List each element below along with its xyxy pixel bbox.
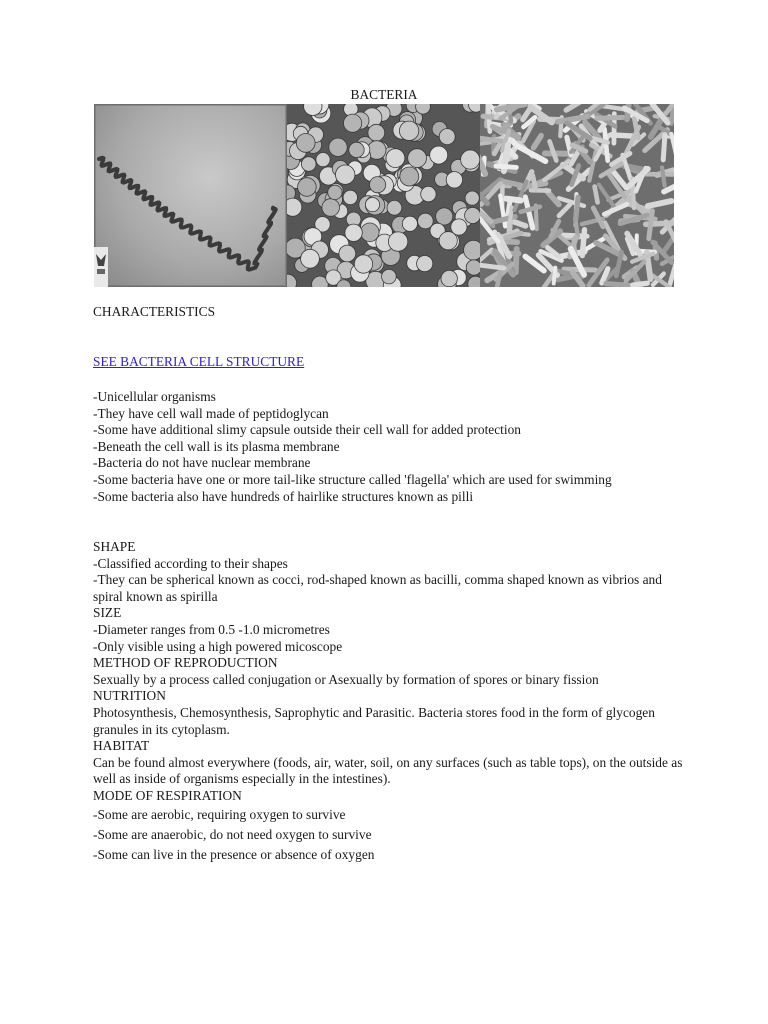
coccus-cell	[336, 165, 355, 184]
coccus-cell	[329, 138, 347, 156]
coccus-cell	[439, 129, 455, 145]
coccus-cell	[400, 167, 419, 186]
coccus-cell	[287, 198, 302, 216]
coccus-cell	[465, 191, 479, 205]
coccus-cell	[328, 185, 342, 199]
coccus-cell	[436, 208, 453, 225]
coccus-cell	[439, 232, 457, 250]
bacillus-cell	[582, 230, 584, 256]
bacillus-cell	[554, 268, 556, 284]
shape-heading: SHAPE	[93, 539, 136, 554]
nutrition-text: Photosynthesis, Chemosynthesis, Saprophytic and Parasitic. Bacteria stores food in the form of glycogen granules in its cytoplasm.	[93, 704, 655, 737]
bacillus-cell	[510, 207, 512, 222]
coccus-cell	[345, 224, 362, 241]
coccus-cell	[322, 199, 340, 217]
coccus-cell	[301, 157, 316, 172]
bacillus-cell	[649, 211, 653, 239]
coccus-cell	[402, 216, 417, 231]
coccus-cell	[441, 270, 457, 286]
characteristics-list	[93, 389, 683, 505]
coccus-cell	[465, 208, 480, 224]
coccus-cell	[399, 121, 418, 140]
coccus-cell	[388, 232, 407, 251]
shape-section	[93, 539, 683, 865]
coccus-cell	[408, 149, 427, 168]
list-item: -Some can live in the presence or absence of oxygen	[93, 846, 375, 862]
list-item: -Only visible using a high powered micoscope	[93, 638, 343, 654]
bacillus-cell	[595, 187, 598, 203]
coccus-cell	[343, 190, 357, 204]
cocci-image	[287, 104, 480, 287]
habitat-heading: HABITAT	[93, 738, 150, 754]
bacillus-cell	[662, 168, 665, 186]
bacillus-cell	[597, 117, 623, 118]
list-item: -Some are anaerobic, do not need oxygen to survive	[93, 826, 372, 842]
bacillus-cell	[516, 249, 517, 272]
bacteria-image-strip	[94, 104, 674, 287]
list-item: -They have cell wall made of peptidoglycan	[93, 405, 329, 421]
coccus-cell	[417, 256, 433, 272]
bacillus-cell	[576, 197, 579, 220]
coccus-cell	[418, 213, 434, 229]
bacillus-cell	[503, 182, 521, 186]
list-item: -They can be spherical known as cocci, rod-shaped known as bacilli, comma shaped known as vibrios and spiral known as spirilla	[93, 572, 662, 604]
logo-mark	[94, 247, 108, 287]
list-item: -Unicellular organisms	[93, 389, 216, 404]
coccus-cell	[354, 255, 372, 273]
list-item: -Classified according to their shapes	[93, 555, 288, 571]
list-item: -Some bacteria have one or more tail-like structure called 'flagella' which are used for swimming	[93, 471, 612, 487]
list-item: -Some have additional slimy capsule outside their cell wall for added protection	[93, 422, 522, 438]
coccus-cell	[368, 124, 385, 141]
coccus-cell	[387, 200, 402, 215]
respiration-heading: MODE OF RESPIRATION	[93, 787, 242, 803]
coccus-cell	[339, 245, 356, 262]
coccus-cell	[466, 260, 480, 275]
bacillus-cell	[496, 166, 516, 167]
coccus-cell	[344, 114, 362, 132]
rod-bacteria-image	[480, 104, 674, 287]
list-item: -Bacteria do not have nuclear membrane	[93, 455, 311, 471]
coccus-cell	[464, 240, 480, 260]
bacillus-cell	[480, 265, 504, 268]
coccus-cell	[461, 150, 480, 169]
coccus-cell	[301, 249, 320, 268]
bacillus-cell	[506, 199, 521, 201]
bacillus-cell	[606, 284, 630, 286]
reproduction-heading: METHOD OF REPRODUCTION	[93, 655, 278, 671]
reproduction-text: Sexually by a process called conjugation or Asexually by formation of spores or binary fission	[93, 671, 599, 687]
bacillus-cell	[533, 175, 536, 189]
characteristics-heading: CHARACTERISTICS	[93, 304, 216, 319]
size-heading: SIZE	[93, 605, 122, 621]
list-item: -Diameter ranges from 0.5 -1.0 micrometres	[93, 621, 330, 637]
coccus-cell	[316, 153, 330, 167]
coccus-cell	[386, 149, 405, 168]
nutrition-heading: NUTRITION	[93, 688, 166, 704]
list-item: -Beneath the cell wall is its plasma membrane	[93, 438, 340, 454]
habitat-text: Can be found almost everywhere (foods, air, water, soil, on any surfaces (such as table tops), on the outside as well as inside of organisms especially in the intestines).	[93, 754, 683, 787]
bacillus-cell	[663, 135, 665, 160]
coccus-cell	[430, 146, 448, 164]
coccus-cell	[382, 269, 397, 284]
spiral-bacterium-image	[94, 104, 287, 287]
page-title: BACTERIA	[350, 87, 418, 102]
bacteria-cell-structure-link[interactable]: SEE BACTERIA CELL STRUCTURE	[93, 354, 305, 369]
coccus-cell	[361, 223, 380, 242]
bacillus-cell	[633, 283, 648, 285]
list-item: -Some are aerobic, requiring oxygen to survive	[93, 806, 346, 822]
list-item: -Some bacteria also have hundreds of hairlike structures known as pilli	[93, 488, 474, 504]
coccus-cell	[421, 186, 436, 201]
coccus-cell	[370, 177, 386, 193]
coccus-cell	[349, 142, 364, 157]
coccus-cell	[446, 172, 462, 188]
coccus-cell	[365, 198, 379, 212]
coccus-cell	[298, 178, 317, 197]
coccus-cell	[296, 134, 315, 153]
